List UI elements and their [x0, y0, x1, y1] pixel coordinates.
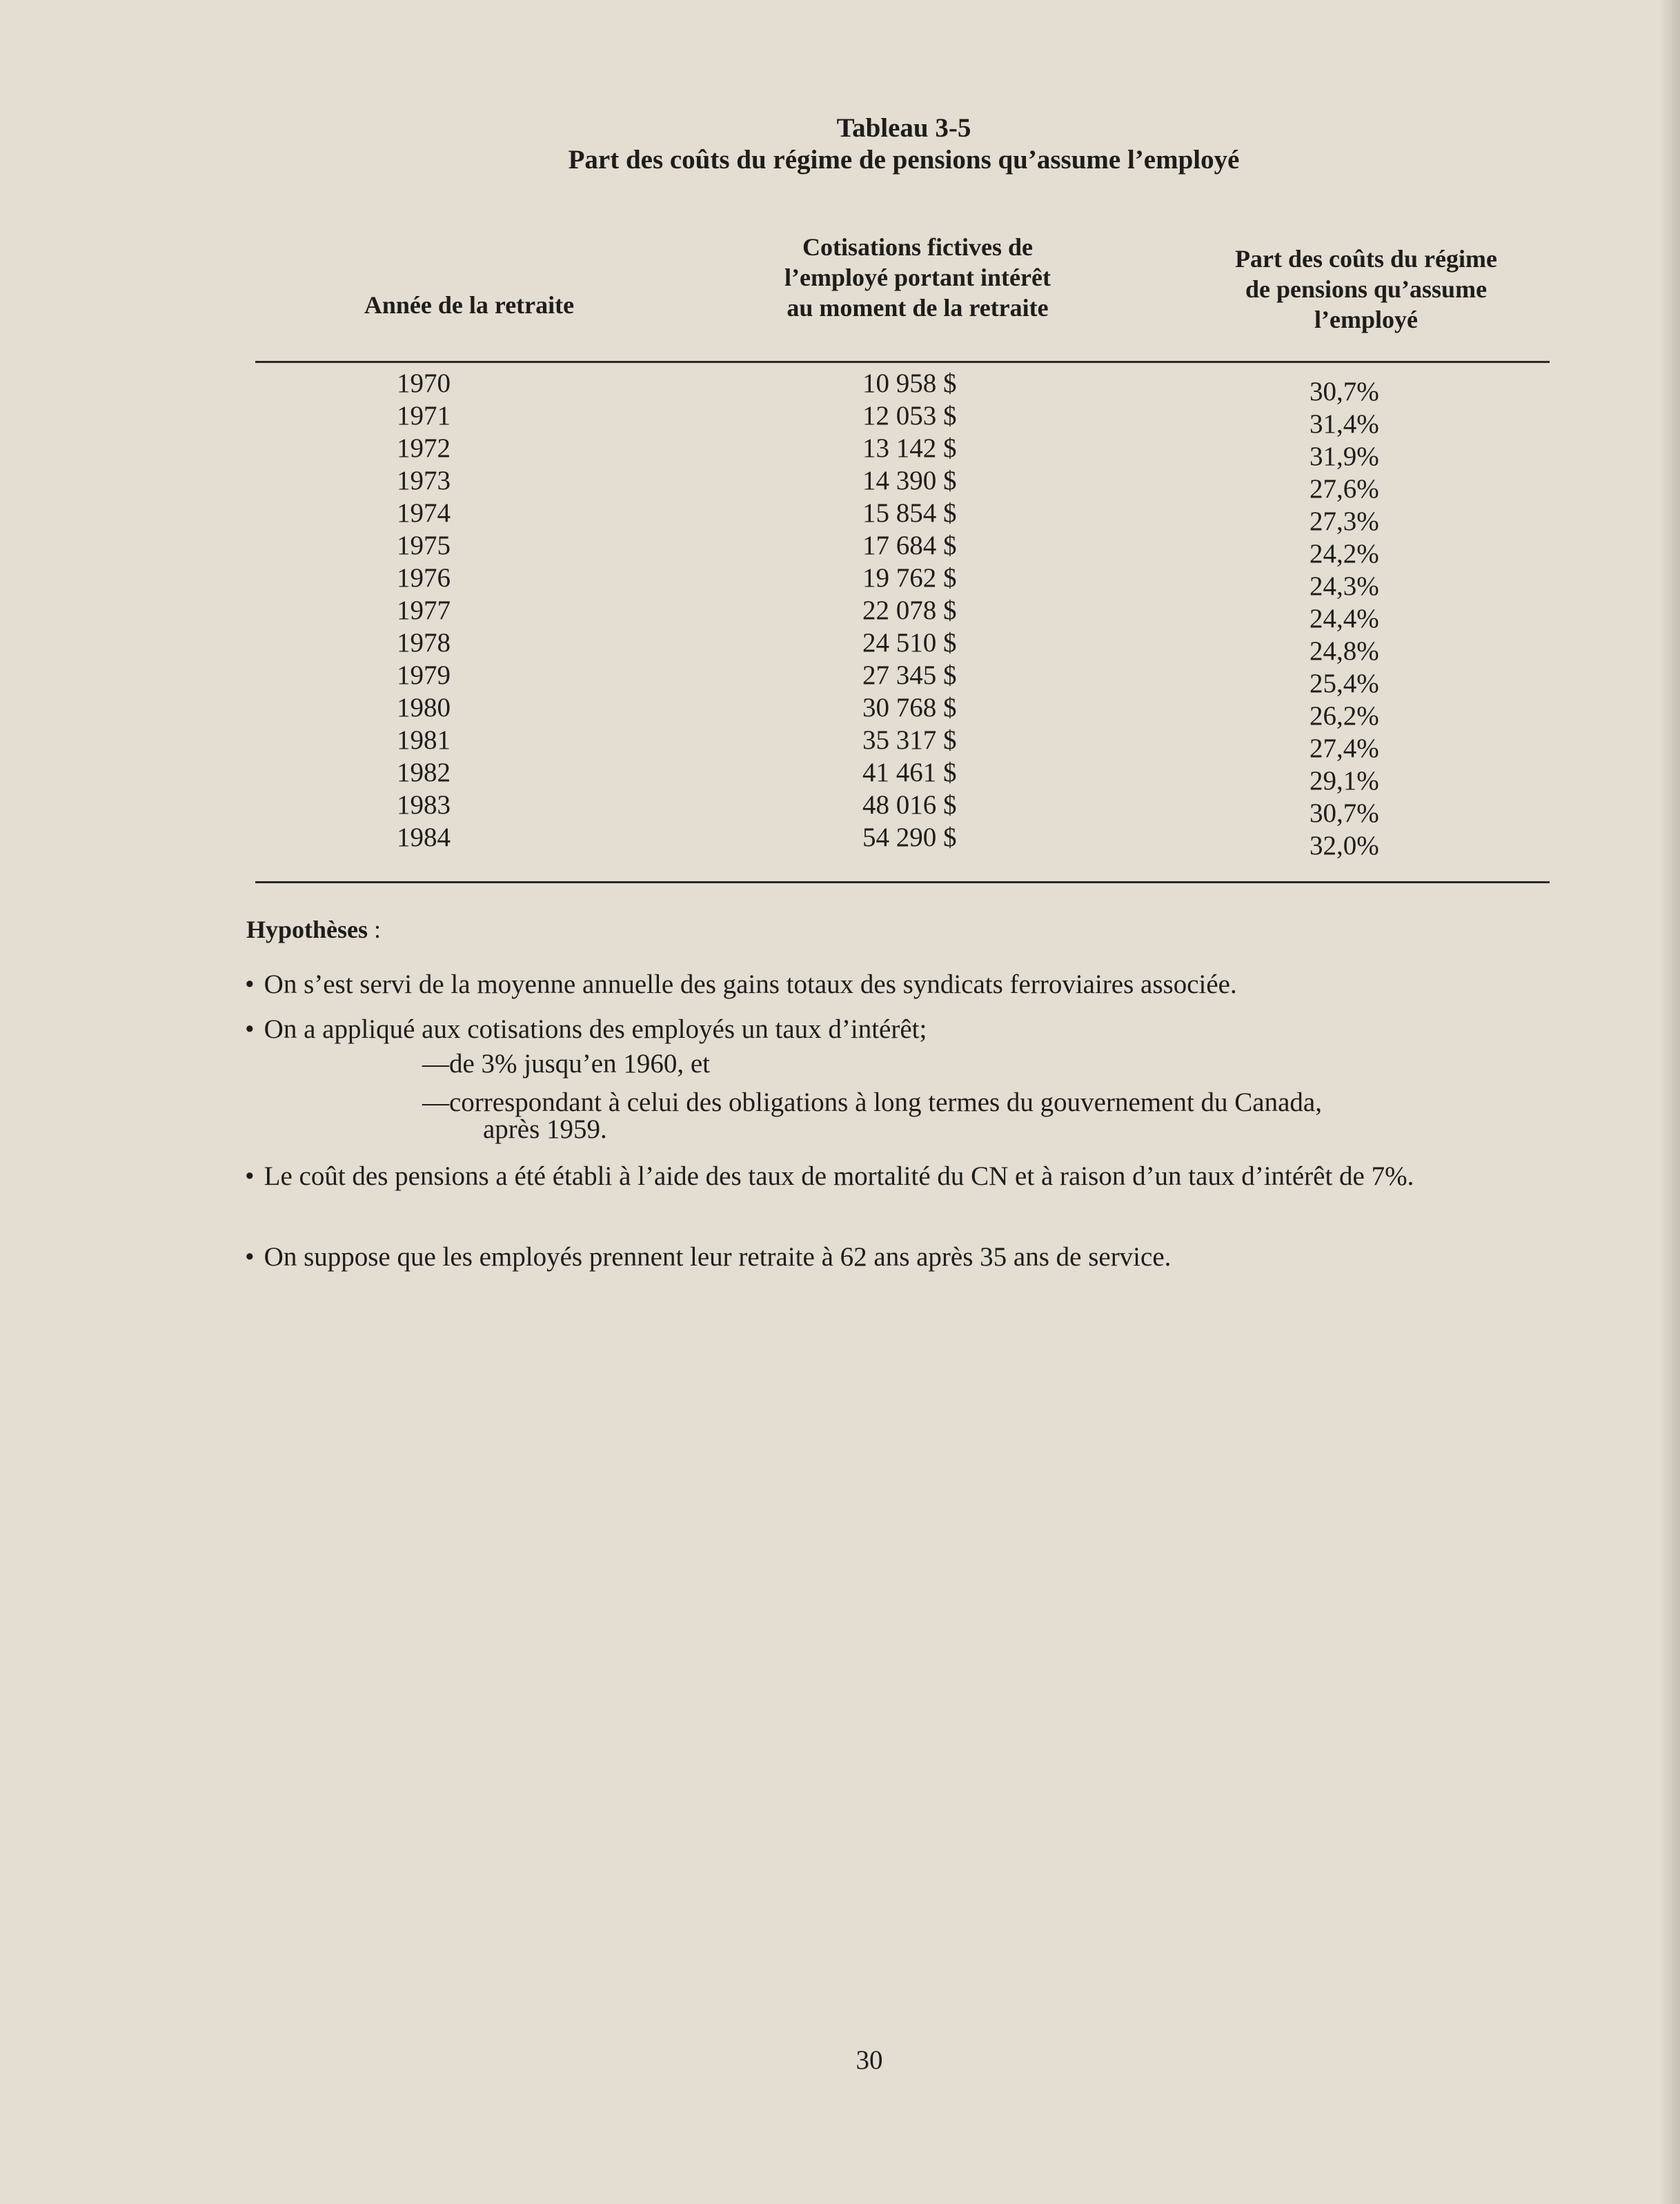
- cell-year: 1984: [397, 823, 451, 852]
- cell-year: 1977: [397, 596, 451, 625]
- cell-contributions: 30 768 $: [862, 693, 957, 722]
- column-header-share: [1173, 244, 1559, 335]
- table-rule-top: [255, 361, 1550, 363]
- cell-contributions: 48 016 $: [862, 790, 957, 820]
- table-row: [0, 594, 1680, 633]
- table-row: [0, 789, 1680, 828]
- hypothesis-item: [245, 1240, 1542, 1275]
- cell-contributions: 15 854 $: [862, 498, 957, 528]
- hypothesis-text: On a appliqué aux cotisations des employés un taux d’intérêt;: [264, 1014, 927, 1044]
- column-header-contributions-line: au moment de la retraite: [787, 294, 1049, 322]
- cell-contributions: 22 078 $: [862, 596, 957, 625]
- hypothesis-subitem: —de 3% jusqu’en 1960, et: [422, 1049, 711, 1079]
- hypotheses-heading-text: Hypothèses: [246, 916, 368, 943]
- table-row: [0, 432, 1680, 471]
- cell-year: 1971: [397, 401, 451, 431]
- cell-contributions: 12 053 $: [862, 401, 957, 431]
- cell-share: 24,4%: [1310, 604, 1379, 633]
- hypothesis-item: [245, 967, 1542, 1002]
- table-number: Tableau 3-5: [836, 113, 971, 143]
- table-row: [0, 724, 1680, 763]
- hypothesis-item: [245, 1159, 1542, 1194]
- column-header-contributions: [724, 232, 1111, 323]
- cell-year: 1979: [397, 660, 451, 690]
- cell-share: 24,8%: [1310, 636, 1379, 666]
- column-header-contributions-line: l’employé portant intérêt: [784, 264, 1051, 291]
- cell-year: 1976: [397, 563, 451, 593]
- cell-year: 1978: [397, 628, 451, 658]
- table-row: [0, 821, 1680, 860]
- cell-share: 31,9%: [1310, 442, 1379, 471]
- cell-year: 1973: [397, 466, 451, 495]
- table-row: [0, 497, 1680, 536]
- hypotheses-heading: [246, 915, 381, 944]
- bullet-icon: •: [245, 1161, 255, 1191]
- cell-year: 1983: [397, 790, 451, 820]
- page-edge-shadow: [1659, 0, 1680, 2204]
- cell-share: 30,7%: [1310, 377, 1379, 406]
- cell-share: 32,0%: [1310, 831, 1379, 860]
- cell-year: 1980: [397, 693, 451, 722]
- cell-contributions: 17 684 $: [862, 531, 957, 560]
- column-header-contributions-line: Cotisations fictives de: [802, 233, 1033, 261]
- column-header-share-line: l’employé: [1314, 306, 1418, 333]
- cell-contributions: 14 390 $: [862, 466, 957, 495]
- bullet-icon: •: [245, 970, 255, 999]
- hypotheses-heading-colon: :: [368, 916, 382, 943]
- table-row: [0, 562, 1680, 601]
- table-row: [0, 627, 1680, 666]
- cell-share: 27,6%: [1310, 474, 1379, 504]
- cell-contributions: 41 461 $: [862, 758, 957, 787]
- cell-share: 27,3%: [1310, 506, 1379, 536]
- cell-share: 26,2%: [1310, 701, 1379, 731]
- cell-share: 30,7%: [1310, 798, 1379, 828]
- column-header-year: Année de la retraite: [364, 291, 575, 319]
- cell-year: 1982: [397, 758, 451, 787]
- cell-contributions: 13 142 $: [862, 433, 957, 463]
- table-row: [0, 400, 1680, 439]
- cell-contributions: 54 290 $: [862, 823, 957, 852]
- cell-contributions: 35 317 $: [862, 725, 957, 755]
- hypothesis-text: On suppose que les employés prennent leur retraite à 62 ans après 35 ans de service.: [264, 1242, 1172, 1272]
- table-rule-bottom: [255, 881, 1550, 883]
- hypothesis-subitem: —correspondant à celui des obligations à long termes du gouvernement du Canada,: [422, 1088, 1322, 1117]
- cell-year: 1975: [397, 531, 451, 560]
- bullet-icon: •: [245, 1242, 255, 1272]
- cell-year: 1974: [397, 498, 451, 528]
- hypothesis-subitem-continuation: après 1959.: [483, 1114, 607, 1144]
- table-row: [0, 464, 1680, 504]
- bullet-icon: •: [245, 1014, 255, 1044]
- page-number: 30: [856, 2045, 883, 2075]
- cell-year: 1972: [397, 433, 451, 463]
- table-row: [0, 659, 1680, 698]
- cell-share: 24,2%: [1310, 539, 1379, 569]
- cell-share: 27,4%: [1310, 734, 1379, 763]
- hypothesis-item: [245, 1012, 1542, 1047]
- table-caption: Part des coûts du régime de pensions qu’assume l’employé: [568, 145, 1240, 175]
- table-row: [0, 367, 1680, 406]
- table-row: [0, 529, 1680, 569]
- cell-year: 1970: [397, 368, 451, 398]
- table-row: [0, 756, 1680, 796]
- cell-contributions: 27 345 $: [862, 660, 957, 690]
- cell-share: 29,1%: [1310, 766, 1379, 796]
- cell-share: 31,4%: [1310, 409, 1379, 439]
- hypothesis-text: Le coût des pensions a été établi à l’aide des taux de mortalité du CN et à raison d’un taux d’intérêt de 7%.: [264, 1161, 1414, 1191]
- hypothesis-text: On s’est servi de la moyenne annuelle des gains totaux des syndicats ferroviaires associée.: [264, 970, 1237, 999]
- cell-contributions: 10 958 $: [862, 368, 957, 398]
- cell-year: 1981: [397, 725, 451, 755]
- cell-share: 24,3%: [1310, 571, 1379, 601]
- cell-contributions: 19 762 $: [862, 563, 957, 593]
- column-header-share-line: Part des coûts du régime: [1235, 245, 1497, 273]
- table-row: [0, 691, 1680, 731]
- cell-contributions: 24 510 $: [862, 628, 957, 658]
- column-header-share-line: de pensions qu’assume: [1245, 275, 1488, 303]
- cell-share: 25,4%: [1310, 669, 1379, 698]
